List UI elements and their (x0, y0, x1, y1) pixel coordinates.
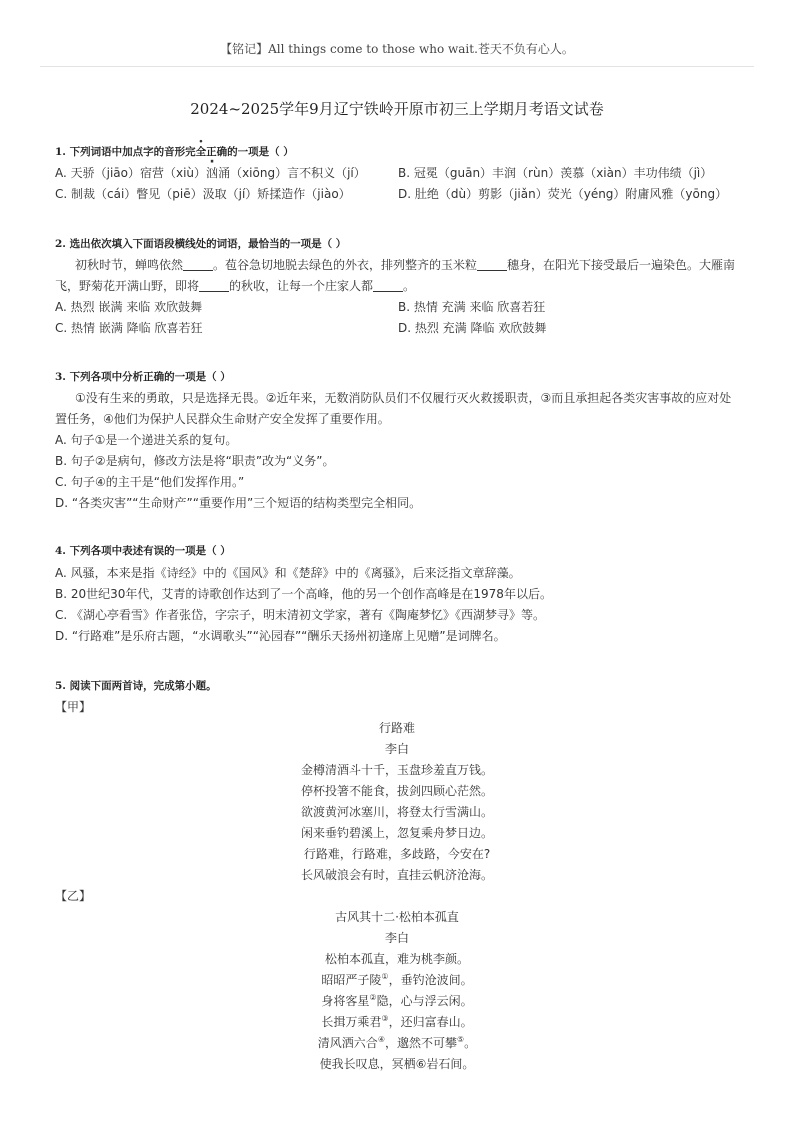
q2-blank-3 (199, 279, 229, 292)
poem2-line: 松柏本孤直，难为桃李颜。 (324, 952, 469, 966)
poem2-text: 隐，心与浮云闲。 (376, 994, 473, 1008)
q3-passage-line-1: ①没有生来的勇敢，只是选择无畏。②近年来，无数消防队员们不仅履行灭火救援职责，③而且承担起各类灾害事故的应对处 (75, 391, 732, 405)
q3-passage-line-2: 置任务，④他们为保护人民群众生命财产安全发挥了重要作用。 (55, 412, 390, 426)
q2-blank-1 (183, 258, 213, 271)
poem1-line: 欲渡黄河冰塞川，将登太行雪满山。 (300, 805, 493, 819)
poem2-line (0, 1034, 794, 1051)
poem2-text: 清风洒六合 (317, 1036, 378, 1050)
q2-option-d[interactable]: D. 热烈 充满 降临 欢欣鼓舞 (398, 321, 547, 335)
q2-text-2b: 的秋收，让每一个庄家人都 (229, 279, 374, 293)
poem2-author: 李白 (384, 931, 409, 945)
question-4-stem: 4. 下列各项中表述有误的一项是（ ） (55, 545, 231, 557)
q1-option-c[interactable]: C. 制裁（cái）瞥见（piē）汲取（jí）矫揉造作（jiào） (55, 187, 351, 201)
q4-option-c[interactable]: C. 《湖心亭看雪》作者张岱，字宗子，明末清初文学家，著有《陶庵梦忆》《西湖梦寻》等。 (55, 608, 546, 622)
poem1-line: 闲来垂钓碧溪上，忽复乘舟梦日边。 (300, 826, 493, 840)
q2-text-2c: 。 (403, 279, 416, 293)
question-5-stem: 5. 阅读下面两首诗，完成第小题。 (55, 680, 217, 692)
poem2-text: 长揖万乘君 (321, 1015, 382, 1029)
poem1-line: 停杯投箸不能食，拔剑四顾心茫然。 (300, 784, 493, 798)
q1-option-a[interactable] (55, 164, 366, 181)
question-1-stem (55, 144, 294, 159)
poem2-text: ，垂钓沧波间。 (388, 973, 473, 987)
poem1-line: 行路难，行路难，多歧路，今安在? (303, 847, 491, 861)
footnote-marker[interactable]: ④ (377, 1035, 385, 1044)
q4-option-d[interactable]: D. “行路难”是乐府古题，“水调歌头”“沁园春”“酬乐天扬州初逢席上见赠”是词牌名。 (55, 629, 506, 643)
footnote-marker[interactable]: ② (369, 993, 377, 1002)
q2-blank-2 (477, 258, 507, 271)
poem2-line (0, 992, 794, 1009)
q2-option-a[interactable]: A. 热烈 嵌满 来临 欢欣鼓舞 (55, 300, 203, 314)
exam-title: 2024~2025学年9月辽宁铁岭开原市初三上学期月考语文试卷 (190, 100, 604, 118)
question-2-stem: 2. 选出依次填入下面语段横线处的词语，最恰当的一项是（ ） (55, 238, 347, 250)
poem-label-yi: 【乙】 (55, 889, 92, 903)
q1-a-pre: A. 天骄（jiāo）宿营（xiù） (55, 166, 207, 180)
q2-passage-line-2 (55, 277, 415, 294)
poem2-text: 。 (464, 1036, 477, 1050)
poem2-line (0, 1013, 794, 1030)
q3-option-a[interactable]: A. 句子①是一个递进关系的复句。 (55, 433, 238, 447)
q1-a-post: 涌（xiōng）言不积义（jí） (218, 166, 366, 180)
q2-option-b[interactable]: B. 热情 充满 来临 欣喜若狂 (398, 300, 546, 314)
q1-stem-post: 正确的一项是（ ） (206, 146, 294, 158)
question-3-stem: 3. 下列各项中分析正确的一项是（ ） (55, 371, 231, 383)
q4-option-b[interactable]: B. 20世纪30年代，艾青的诗歌创作达到了一个高峰，他的另一个创作高峰是在1978年以后。 (55, 587, 552, 601)
poem-label-jia: 【甲】 (55, 700, 92, 714)
q1-stem-pre: 1. 下列词语中加点字的音形完 (55, 146, 196, 158)
q3-option-c[interactable]: C. 句子④的主干是“他们发挥作用。” (55, 475, 245, 489)
header-divider (40, 66, 754, 67)
q2-blank-4 (373, 279, 403, 292)
q3-option-b[interactable]: B. 句子②是病句，修改方法是将“职责”改为“义务”。 (55, 454, 335, 468)
poem2-title: 古风其十二·松柏本孤直 (335, 910, 459, 924)
poem1-title: 行路难 (378, 721, 415, 735)
poem2-text: 身将客星 (321, 994, 370, 1008)
q4-option-a[interactable]: A. 风骚，本来是指《诗经》中的《国风》和《楚辞》中的《离骚》，后来泛指文章辞藻。 (55, 566, 521, 580)
footnote-marker[interactable]: ⑤ (457, 1035, 465, 1044)
poem1-line: 金樽清酒斗十千，玉盘珍羞直万钱。 (300, 763, 493, 777)
q2-text-2a: 飞，野菊花开满山野，即将 (55, 279, 200, 293)
q1-option-b[interactable]: B. 冠冕（guān）丰润（rùn）羡慕（xiàn）丰功伟绩（jì） (398, 166, 713, 180)
q2-passage-line-1 (75, 256, 735, 273)
q1-option-d[interactable]: D. 肚绝（dù）剪影（jiǎn）荧光（yéng）附庸风雅（yōng） (398, 187, 728, 201)
footnote-marker[interactable]: ③ (381, 1014, 389, 1023)
q2-text-1b: 。苞谷急切地脱去绿色的外衣，排列整齐的玉米粒 (213, 258, 478, 272)
page-motto: 【铭记】All things come to those who wait.苍天不负有心人。 (220, 42, 574, 56)
footnote-marker[interactable]: ① (381, 972, 389, 981)
q1-a-emph: 汹 (206, 166, 219, 180)
poem2-line (0, 971, 794, 988)
poem2-text: ，邈然不可攀 (384, 1036, 457, 1050)
q2-text-1a: 初秋时节，蝉鸣依然 (75, 258, 184, 272)
poem2-text: ，还归富春山。 (388, 1015, 473, 1029)
poem2-line: 使我长叹息，冥栖⑥岩石间。 (319, 1057, 475, 1071)
q2-option-c[interactable]: C. 热情 嵌满 降临 欣喜若狂 (55, 321, 203, 335)
q3-option-d[interactable]: D. “各类灾害”“生命财产”“重要作用”三个短语的结构类型完全相同。 (55, 496, 422, 510)
poem1-line: 长风破浪会有时，直挂云帆济沧海。 (300, 868, 493, 882)
q2-text-1c: 穗身，在阳光下接受最后一遍染色。大雁南 (507, 258, 736, 272)
poem2-text: 昭昭严子陵 (321, 973, 382, 987)
poem1-author: 李白 (384, 742, 409, 756)
q1-stem-emph: 全 (195, 146, 207, 158)
